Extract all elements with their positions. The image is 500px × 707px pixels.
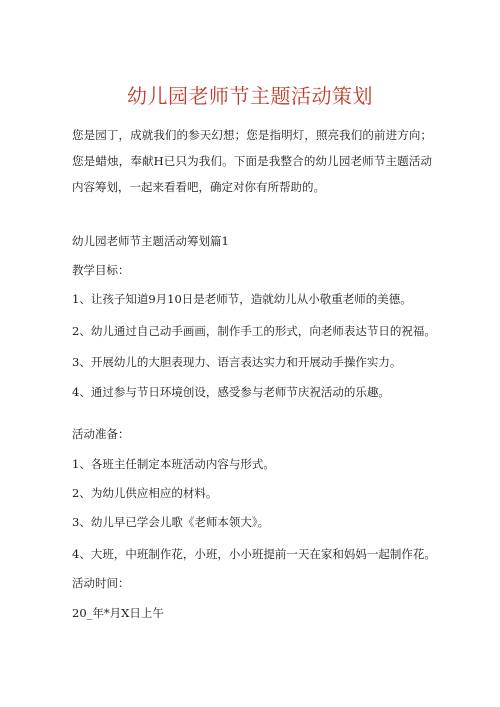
goals-label: 教学目标： xyxy=(72,263,130,277)
time-label: 活动时间： xyxy=(72,576,130,590)
prep-label: 活动准备： xyxy=(72,427,130,441)
prep-item-2: 2、为幼儿供应相应的材料。 xyxy=(72,486,218,500)
prep-item-4: 4、大班，中班制作花，小班，小小班提前一天在家和妈妈一起制作花。 xyxy=(72,547,436,561)
prep-item-1: 1、各班主任制定本班活动内容与形式。 xyxy=(72,457,275,471)
intro-paragraph: 您是园丁，成就我们的参天幻想；您是指明灯，照亮我们的前进方向；您是蜡烛，奉献H已只为我们。下面是我整合的幼儿园老师节主题活动内容筹划，一起来看看吧，确定对你有所帮助的。 xyxy=(72,128,432,194)
prep-item-3: 3、幼儿早已学会儿歌《老师本领大》。 xyxy=(72,515,270,529)
goal-item-3: 3、开展幼儿的大胆表现力、语言表达实力和开展动手操作实力。 xyxy=(72,355,402,369)
goal-item-2: 2、幼儿通过自己动手画画，制作手工的形式，向老师表达节日的祝福。 xyxy=(72,324,436,338)
section-heading: 幼儿园老师节主题活动筹划篇1 xyxy=(72,234,229,248)
time-value: 20_年*月X日上午 xyxy=(72,606,164,620)
goal-item-4: 4、通过参与节日环境创设，感受参与老师节庆祝活动的乐趣。 xyxy=(72,385,390,399)
document-title: 幼儿园老师节主题活动策划 xyxy=(127,84,373,108)
goal-item-1: 1、让孩子知道9月10日是老师节，造就幼儿从小敬重老师的美德。 xyxy=(72,292,412,306)
